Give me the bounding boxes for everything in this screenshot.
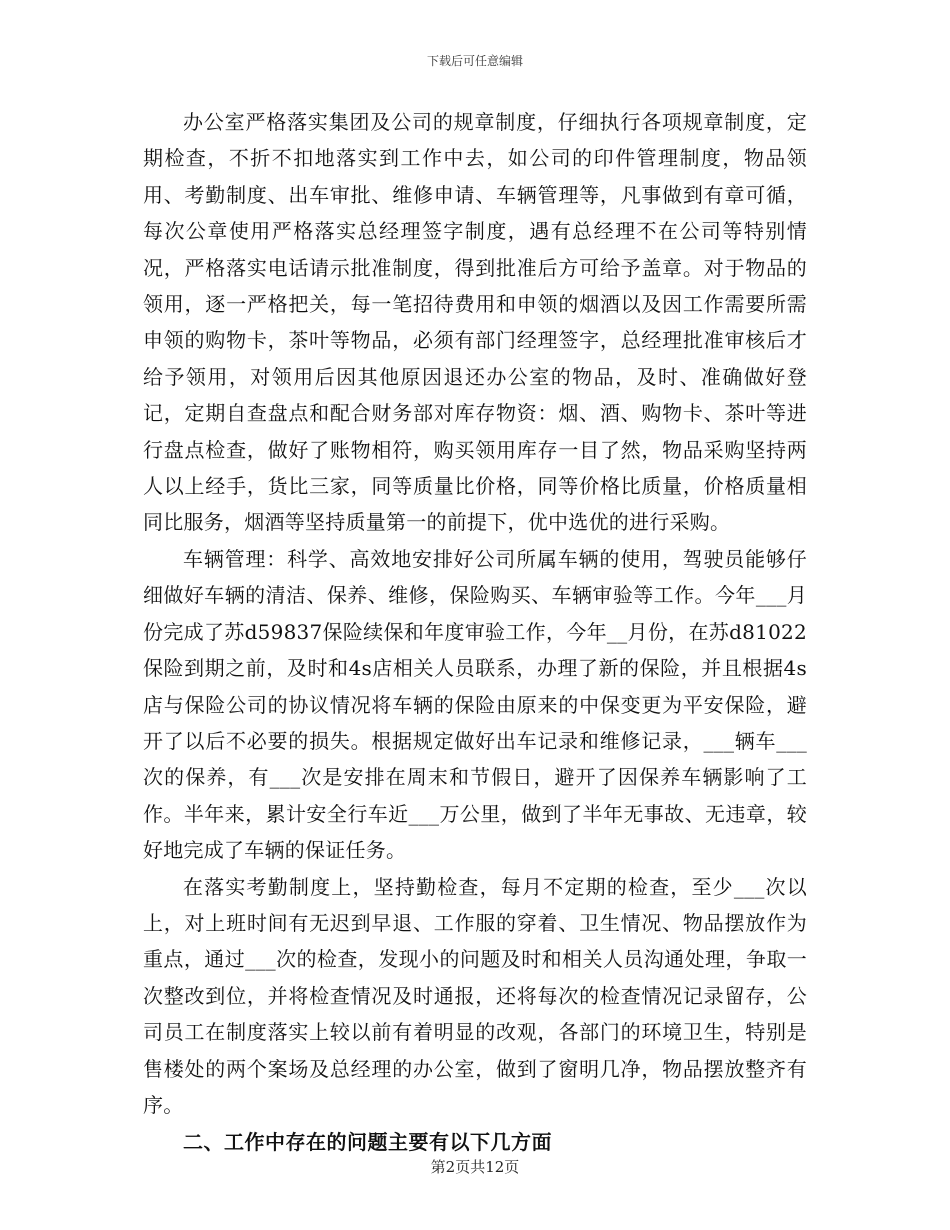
- paragraph-attendance-check: 在落实考勤制度上，坚持勤检查，每月不定期的检查，至少___次以上，对上班时间有无迟到早退、工作服的穿着、卫生情况、物品摆放作为重点，通过___次的检查，发现小的问题及时和相关人员沟通处理，争取一次整改到位，并将检查情况及时通报，还将每次的检查情况记录留存，公司员工在制度落实上较以前有着明显的改观，各部门的环境卫生，特别是售楼处的两个案场及总经理的办公室，做到了窗明几净，物品摆放整齐有序。: [143, 874, 807, 1117]
- paragraph-vehicle-management: 车辆管理：科学、高效地安排好公司所属车辆的使用，驾驶员能够仔细做好车辆的清洁、保养、维修，保险购买、车辆审验等工作。今年___月份完成了苏d59837保险续保和年度审验工作，今年__月份，在苏d81022保险到期之前，及时和4s店相关人员联系，办理了新的保险，并且根据4s店与保险公司的协议情况将车辆的保险由原来的中保变更为平安保险，避开了以后不必要的损失。根据规定做好出车记录和维修记录，___辆车___次的保养，有___次是安排在周末和节假日，避开了因保养车辆影响了工作。半年来，累计安全行车近___万公里，做到了半年无事故、无违章，较好地完成了车辆的保证任务。: [143, 546, 807, 863]
- page-header: 下载后可任意编辑: [426, 54, 523, 68]
- section-heading: 二、工作中存在的问题主要有以下几方面: [183, 1130, 552, 1155]
- paragraph-office-rules: 办公室严格落实集团及公司的规章制度，仔细执行各项规章制度，定期检查，不折不扣地落实到工作中去，如公司的印件管理制度，物品领用、考勤制度、出车审批、维修申请、车辆管理等，凡事做到有章可循，每次公章使用严格落实总经理签字制度，遇有总经理不在公司等特别情况，严格落实电话请示批准制度，得到批准后方可给予盖章。对于物品的领用，逐一严格把关，每一笔招待费用和申领的烟酒以及因工作需要所需申领的购物卡，茶叶等物品，必须有部门经理签字，总经理批准审核后才给予领用，对领用后因其他原因退还办公室的物品，及时、准确做好登记，定期自查盘点和配合财务部对库存物资：烟、酒、购物卡、茶叶等进行盘点检查，做好了账物相符，购买领用库存一目了然，物品采购坚持两人以上经手，货比三家，同等质量比价格，同等价格比质量，价格质量相同比服务，烟酒等坚持质量第一的前提下，优中选优的进行采购。: [143, 110, 807, 535]
- document-body: [143, 104, 807, 1161]
- page-number: 第2页共12页: [430, 1158, 520, 1176]
